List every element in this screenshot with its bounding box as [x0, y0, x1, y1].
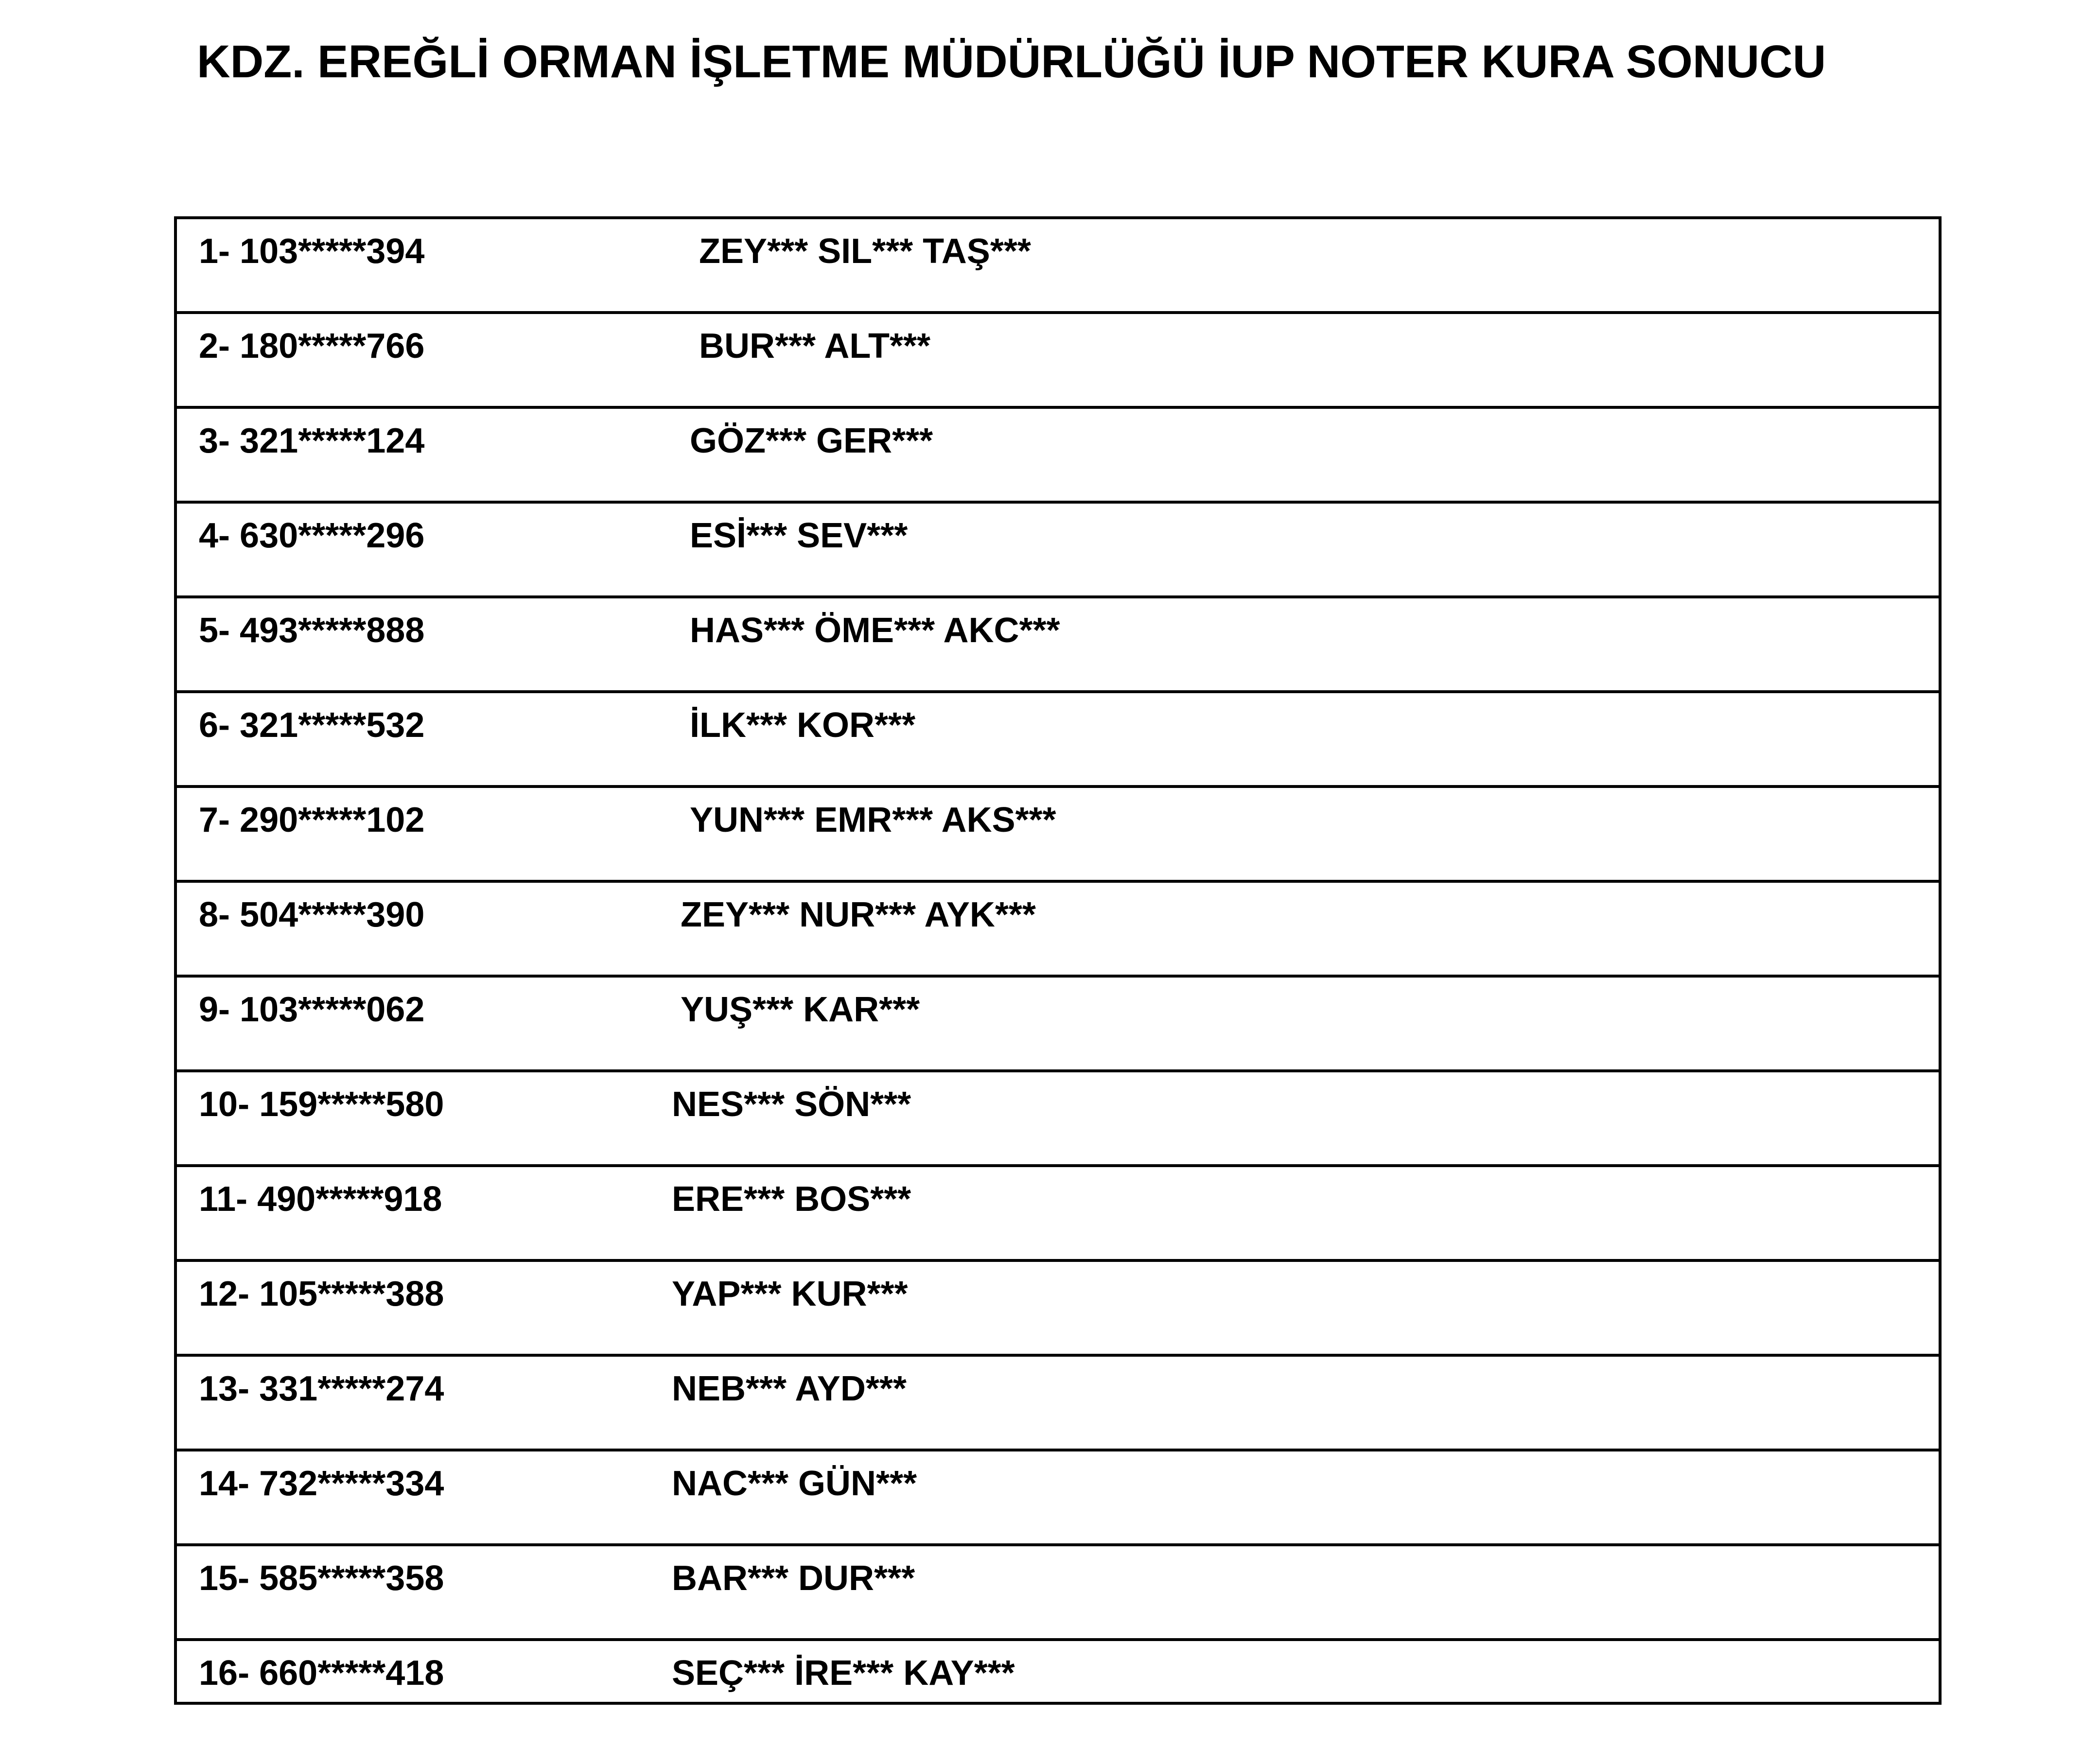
row-id-code: 6- 321*****532: [199, 706, 425, 745]
row-id-code: 12- 105*****388: [199, 1275, 444, 1313]
table-row: [177, 504, 1939, 598]
table-row: [177, 978, 1939, 1072]
row-name: BAR*** DUR***: [672, 1559, 915, 1598]
row-id-code: 7- 290*****102: [199, 801, 425, 839]
table-row: [177, 1546, 1939, 1641]
table-row: [177, 409, 1939, 504]
row-name: YUŞ*** KAR***: [681, 990, 920, 1029]
table-row: [177, 1451, 1939, 1546]
table-row: [177, 788, 1939, 883]
table-row: [177, 693, 1939, 788]
table-row: [177, 1167, 1939, 1262]
row-name: GÖZ*** GER***: [690, 421, 933, 460]
row-name: NAC*** GÜN***: [672, 1464, 917, 1503]
table-row: [177, 219, 1939, 314]
row-name: YAP*** KUR***: [672, 1275, 908, 1313]
row-id-code: 1- 103*****394: [199, 232, 425, 271]
table-row: [177, 314, 1939, 409]
table-row: [177, 1072, 1939, 1167]
row-name: NES*** SÖN***: [672, 1085, 911, 1124]
row-id-code: 10- 159*****580: [199, 1085, 444, 1124]
row-name: ZEY*** NUR*** AYK***: [681, 895, 1036, 934]
row-name: SEÇ*** İRE*** KAY***: [672, 1654, 1015, 1693]
row-name: BUR*** ALT***: [699, 327, 931, 366]
row-name: İLK*** KOR***: [690, 706, 916, 745]
row-id-code: 4- 630*****296: [199, 516, 425, 555]
row-id-code: 8- 504*****390: [199, 895, 425, 934]
row-id-code: 16- 660*****418: [199, 1654, 444, 1693]
row-id-code: 3- 321*****124: [199, 421, 425, 460]
row-id-code: 13- 331*****274: [199, 1369, 444, 1408]
row-name: YUN*** EMR*** AKS***: [690, 801, 1056, 839]
row-id-code: 14- 732*****334: [199, 1464, 444, 1503]
row-name: ERE*** BOS***: [672, 1180, 911, 1219]
row-id-code: 15- 585*****358: [199, 1559, 444, 1598]
table-row: [177, 598, 1939, 693]
row-name: ZEY*** SIL*** TAŞ***: [699, 232, 1031, 271]
row-id-code: 5- 493*****888: [199, 611, 425, 650]
table-row: [177, 883, 1939, 978]
table-row: [177, 1641, 1939, 1702]
table-row: [177, 1262, 1939, 1357]
page-title: KDZ. EREĞLİ ORMAN İŞLETME MÜDÜRLÜĞÜ İUP NOTER KURA SONUCU: [197, 36, 1826, 87]
row-name: NEB*** AYD***: [672, 1369, 907, 1408]
row-id-code: 9- 103*****062: [199, 990, 425, 1029]
result-table: [174, 216, 1942, 1705]
table-row: [177, 1357, 1939, 1451]
row-name: ESİ*** SEV***: [690, 516, 908, 555]
row-name: HAS*** ÖME*** AKC***: [690, 611, 1060, 650]
row-id-code: 11- 490*****918: [199, 1180, 442, 1219]
row-id-code: 2- 180*****766: [199, 327, 425, 366]
